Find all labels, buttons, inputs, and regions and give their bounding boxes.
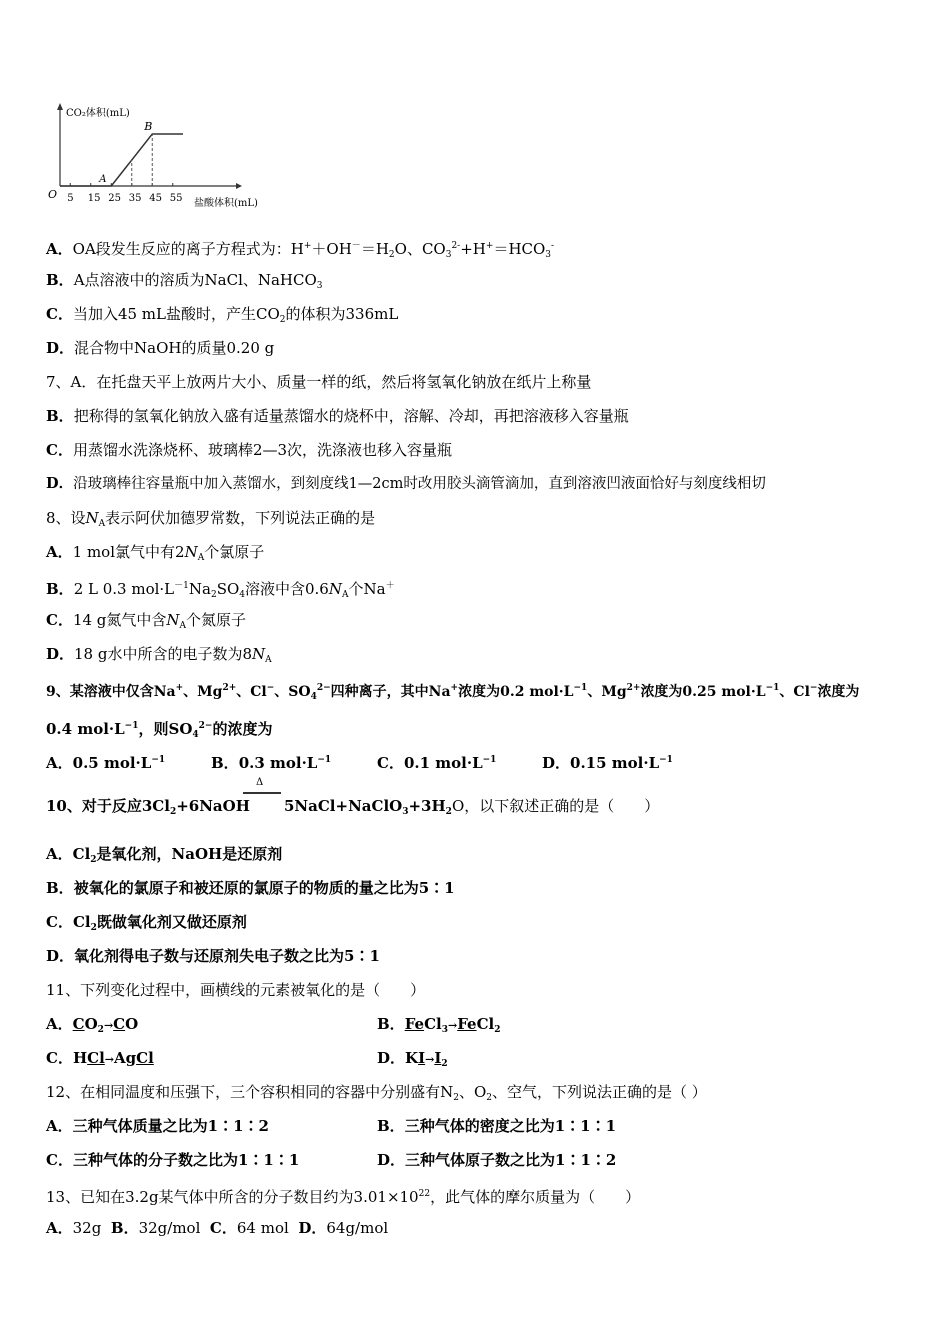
option-key: A． <box>46 845 73 863</box>
text: 个氯原子 <box>204 543 265 561</box>
sub: 3 <box>402 807 409 817</box>
text: 14 g氮气中含 <box>72 611 167 629</box>
text: 溶液中含0.6 <box>245 580 329 598</box>
option-key: A． <box>46 754 73 772</box>
sub: 2 <box>388 250 395 260</box>
text: 氧化剂得电子数与还原剂失电子数之比为5∶1 <box>74 947 380 965</box>
q8-option-b <box>46 576 395 605</box>
sup: 2+ <box>626 683 641 693</box>
q11-option-b <box>377 1014 500 1040</box>
sup: −1 <box>151 755 166 765</box>
sub: A <box>197 553 205 563</box>
text: SO <box>216 580 240 598</box>
option-key: B． <box>46 407 74 425</box>
q11-stem: 11、下列变化过程中，画横线的元素被氧化的是（ ） <box>46 981 426 999</box>
q6-option-a <box>46 236 554 265</box>
option-b-value: 32g/mol <box>138 1219 201 1237</box>
option-key: D． <box>377 1049 406 1067</box>
text: ＝H <box>360 240 389 258</box>
sup: + <box>450 683 459 693</box>
text: 12、在相同温度和压强下，三个容积相同的容器中分别盛有N <box>46 1083 454 1101</box>
text: 是氧化剂，NaOH是还原剂 <box>96 845 283 863</box>
text: 2 L 0.3 mol·L <box>73 580 175 598</box>
option-key: C． <box>46 305 73 323</box>
na-symbol: N <box>85 509 99 527</box>
arrow: → <box>103 1019 114 1032</box>
text: O、CO <box>394 240 446 258</box>
q7-stem: 7、A．在托盘天平上放两片大小、质量一样的纸，然后将氢氧化钠放在纸片上称量 <box>46 373 592 391</box>
underlined: Fe <box>457 1015 477 1033</box>
q12-stem <box>46 1082 707 1108</box>
option-key: C． <box>377 754 404 772</box>
q13-options <box>46 1218 388 1238</box>
q11-option-d <box>377 1048 448 1074</box>
point-a-label: A <box>99 174 107 185</box>
x-tick-label: 15 <box>87 193 101 204</box>
q6-option-d <box>46 338 274 358</box>
q10-option-d <box>46 946 380 966</box>
option-c-value: 64 mol <box>236 1219 289 1237</box>
text: 、Cl <box>779 684 810 700</box>
sup: −1 <box>765 683 780 693</box>
text: 三种气体的分子数之比为1∶1∶1 <box>72 1151 300 1169</box>
na-symbol: N <box>328 580 342 598</box>
text: 沿玻璃棒往容量瓶中加入蒸馏水，到刻度线1—2cm时改用胶头滴管滴加，直到溶液凹液面恰好与刻度线相切 <box>73 476 766 492</box>
sup: ＋ <box>385 581 395 591</box>
option-key: B． <box>377 1117 405 1135</box>
reaction-arrow-line <box>243 792 281 794</box>
reaction-condition <box>243 777 281 803</box>
text: 浓度为0.25 mol·L <box>640 684 766 700</box>
sub: 2 <box>90 855 97 865</box>
text: 、O <box>458 1083 487 1101</box>
text: 10、对于反应3Cl <box>46 797 170 815</box>
sup: 2− <box>198 721 213 731</box>
text: 个Na <box>348 580 386 598</box>
underlined: I <box>434 1049 442 1067</box>
sup: 22 <box>418 1189 431 1199</box>
text: 浓度为0.2 mol·L <box>458 684 574 700</box>
sub: 2 <box>97 1025 104 1035</box>
text: ＋OH <box>311 240 352 258</box>
text: 浓度为 <box>817 684 860 700</box>
text: K <box>405 1049 419 1067</box>
option-key: C． <box>46 1049 73 1067</box>
q11-option-a <box>46 1014 138 1040</box>
origin-label: O <box>48 188 58 201</box>
q6-option-c <box>46 304 398 330</box>
x-tick-label: 25 <box>108 193 121 204</box>
sub: 4 <box>310 692 317 702</box>
text: Ag <box>114 1049 137 1067</box>
sub: 2 <box>453 1093 459 1103</box>
text: 0.4 mol·L <box>46 720 125 738</box>
sub: 3 <box>445 250 452 260</box>
q9-option-c <box>377 750 496 773</box>
option-key: B． <box>46 271 74 289</box>
text: Cl <box>476 1015 495 1033</box>
option-key: D． <box>542 754 571 772</box>
text: 的体积为336mL <box>285 305 399 323</box>
text: 、Mg <box>587 684 627 700</box>
option-key: A． <box>46 1015 73 1033</box>
text: 三种气体质量之比为1∶1∶2 <box>72 1117 269 1135</box>
q10-option-c <box>46 912 247 938</box>
text: +H <box>460 240 486 258</box>
text: 5NaCl+NaClO <box>284 797 403 815</box>
sub: 3 <box>316 281 323 291</box>
underlined: C <box>113 1015 126 1033</box>
arrow: → <box>447 1019 458 1032</box>
q9-option-b <box>211 750 331 773</box>
text: 当加入45 mL盐酸时，产生CO <box>72 305 280 323</box>
sub: 2 <box>90 923 97 933</box>
text: 用蒸馏水洗涤烧杯、玻璃棒2—3次，洗涤液也移入容量瓶 <box>72 441 453 459</box>
underlined: Cl <box>87 1049 105 1067</box>
sup: −1 <box>317 755 332 765</box>
q10-option-b <box>46 878 455 898</box>
text: O <box>125 1015 139 1033</box>
text: 三种气体的密度之比为1∶1∶1 <box>404 1117 616 1135</box>
q9-stem-line1 <box>46 678 859 707</box>
sub: A <box>179 621 187 631</box>
option-key: B． <box>46 879 74 897</box>
sub: 3 <box>545 250 552 260</box>
text: 1 mol氯气中有2 <box>72 543 185 561</box>
q12-option-a <box>46 1116 269 1136</box>
text: O <box>84 1015 98 1033</box>
text: O，以下叙述正确的是（ ） <box>451 797 660 815</box>
text: ，则SO <box>138 720 193 738</box>
q8-option-a <box>46 542 264 568</box>
x-tick-label: 55 <box>169 193 183 204</box>
sup: − <box>809 683 818 693</box>
text: 既做氧化剂又做还原剂 <box>96 913 247 931</box>
option-key: C． <box>46 1151 73 1169</box>
q11-option-c <box>46 1048 154 1070</box>
underlined: I <box>418 1049 426 1067</box>
text: 、Mg <box>183 684 223 700</box>
sub: 4 <box>192 730 199 740</box>
text: 0.3 mol·L <box>238 754 318 772</box>
co2-volume-chart <box>44 98 284 210</box>
sub: 2 <box>169 807 177 817</box>
sup: + <box>485 241 494 251</box>
sub: 3 <box>441 1025 448 1035</box>
x-tick-label: 5 <box>67 193 74 204</box>
text: Cl <box>424 1015 442 1033</box>
q7-option-d <box>46 474 766 494</box>
text: 四种离子，其中Na <box>330 684 451 700</box>
sub: 4 <box>239 590 245 600</box>
text: 个氮原子 <box>186 611 247 629</box>
option-a-value: 32g <box>72 1219 102 1237</box>
sub: A <box>341 590 349 600</box>
option-key: B． <box>377 1015 405 1033</box>
text: 13、已知在3.2g某气体中所含的分子数目约为3.01×10 <box>46 1188 419 1206</box>
option-key: D． <box>298 1219 327 1237</box>
sup: −1 <box>659 755 673 765</box>
underlined: C <box>72 1015 85 1033</box>
q10-stem-right <box>284 796 659 822</box>
option-key: C． <box>46 913 73 931</box>
option-key: D． <box>46 947 75 965</box>
text: 、Cl <box>236 684 267 700</box>
sup: －1 <box>174 581 189 591</box>
na-symbol: N <box>184 543 198 561</box>
text: ，此气体的摩尔质量为（ ） <box>430 1188 641 1206</box>
q9-option-a <box>46 750 165 773</box>
sup: 2+ <box>222 683 237 693</box>
sub: A <box>265 655 272 665</box>
x-tick-label: 45 <box>149 193 162 204</box>
q8-option-c <box>46 610 246 636</box>
text: 把称得的氢氧化钠放入盛有适量蒸馏水的烧杯中，溶解、冷却，再把溶液移入容量瓶 <box>73 407 629 425</box>
text: ＝HCO <box>493 240 546 258</box>
sup: −1 <box>482 755 497 765</box>
q12-option-d <box>377 1150 616 1170</box>
sup: −1 <box>573 683 588 693</box>
text: +6NaOH <box>176 797 250 815</box>
text: A点溶液中的溶质为NaCl、NaHCO <box>73 271 317 289</box>
option-key: A． <box>46 543 73 561</box>
option-key: B． <box>211 754 239 772</box>
option-key: B． <box>110 1219 139 1237</box>
x-axis-label: 盐酸体积(mL) <box>194 198 258 209</box>
option-key: D． <box>377 1151 406 1169</box>
text: 9、某溶液中仅含Na <box>46 684 176 700</box>
q10-option-a <box>46 844 282 870</box>
sub: 2 <box>279 315 286 325</box>
text: 8、设 <box>46 509 86 527</box>
na-symbol: N <box>166 611 180 629</box>
x-axis-arrow <box>236 183 242 189</box>
sup: － <box>351 241 361 251</box>
q12-option-c <box>46 1150 299 1170</box>
heat-symbol: Δ <box>256 777 264 788</box>
text: 、空气，下列说法正确的是（ ） <box>492 1083 707 1101</box>
sub: 2 <box>445 807 452 817</box>
co2-series-line <box>60 134 183 186</box>
q7-option-c <box>46 440 452 460</box>
sup: 2- <box>451 241 461 251</box>
text: Cl <box>72 913 91 931</box>
option-key: D． <box>46 645 75 663</box>
text: OA段发生反应的离子方程式为：H <box>72 240 304 258</box>
sup: + <box>175 683 184 693</box>
text: 0.5 mol·L <box>72 754 152 772</box>
q8-option-d <box>46 644 272 670</box>
q9-stem-line2 <box>46 716 272 745</box>
y-axis-label: CO₂体积(mL) <box>66 108 130 119</box>
text: Cl <box>72 845 91 863</box>
text: 被氧化的氯原子和被还原的氯原子的物质的量之比为5∶1 <box>73 879 455 897</box>
q7-option-b <box>46 406 629 426</box>
sup: − <box>266 683 275 693</box>
underlined: Cl <box>136 1049 154 1067</box>
option-key: A． <box>46 1117 73 1135</box>
text: 0.15 mol·L <box>570 754 660 772</box>
x-tick-label: 35 <box>128 193 142 204</box>
option-key: C． <box>209 1219 237 1237</box>
text: Na <box>188 580 211 598</box>
sup: - <box>551 241 555 251</box>
option-key: A． <box>46 240 73 258</box>
q13-stem <box>46 1184 640 1207</box>
q12-option-b <box>377 1116 616 1136</box>
q9-option-d <box>542 750 673 773</box>
y-axis-arrow <box>57 103 63 110</box>
option-key: A． <box>46 1219 73 1237</box>
text: H <box>72 1049 88 1067</box>
arrow: → <box>104 1053 114 1066</box>
sup: −1 <box>124 721 139 731</box>
option-d-value: 64g/mol <box>326 1219 389 1237</box>
option-key: D． <box>46 475 74 492</box>
sub: 2 <box>494 1025 501 1035</box>
q6-option-b <box>46 270 323 296</box>
sub: A <box>98 519 106 529</box>
option-key: B． <box>46 580 74 598</box>
option-key: C． <box>46 441 73 459</box>
text: 三种气体原子数之比为1∶1∶2 <box>405 1151 617 1169</box>
arrow: → <box>425 1053 435 1066</box>
na-symbol: N <box>252 645 266 663</box>
q8-stem <box>46 508 375 534</box>
text: 的浓度为 <box>212 720 273 738</box>
sub: 2 <box>486 1093 492 1103</box>
sub: 2 <box>210 590 217 600</box>
text: 0.1 mol·L <box>403 754 483 772</box>
text: 18 g水中所含的电子数为8 <box>74 645 253 663</box>
text: 混合物中NaOH的质量0.20 g <box>74 339 275 357</box>
option-key: C． <box>46 611 73 629</box>
text: 表示阿伏加德罗常数，下列说法正确的是 <box>105 509 376 527</box>
underlined: Fe <box>404 1015 425 1033</box>
sup: + <box>303 241 312 251</box>
q10-stem-left <box>46 796 250 822</box>
text: +3H <box>408 797 446 815</box>
point-b-label: B <box>144 120 153 133</box>
option-key: D． <box>46 339 75 357</box>
text: 、SO <box>274 684 311 700</box>
sub: 2 <box>441 1059 448 1069</box>
sup: 2− <box>316 683 331 693</box>
